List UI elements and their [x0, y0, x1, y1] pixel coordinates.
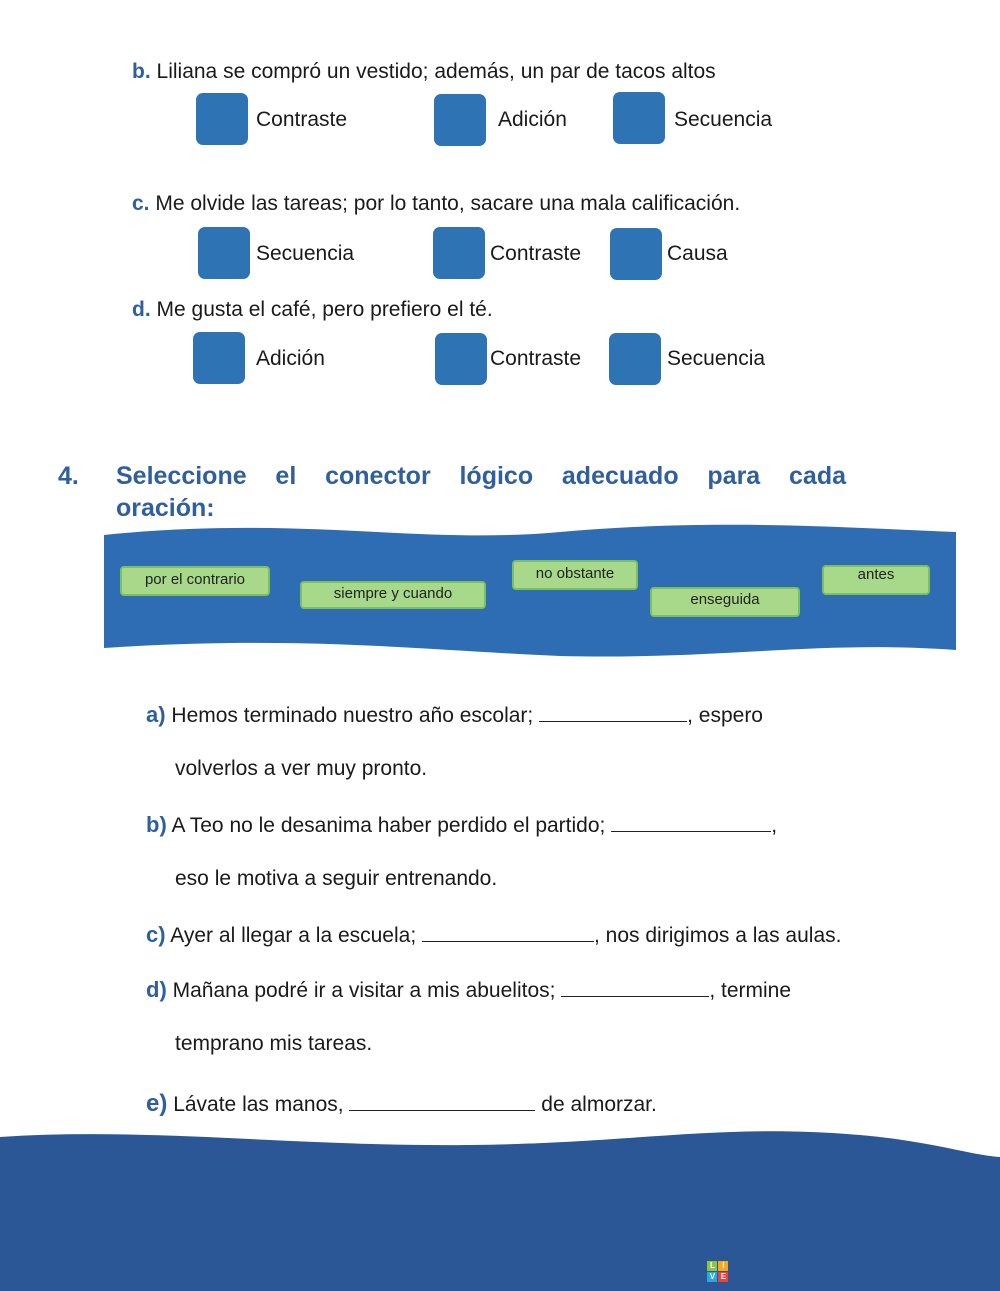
logo-letter: L: [707, 1261, 717, 1271]
question-letter: b.: [132, 60, 151, 83]
connector-chip[interactable]: antes: [822, 565, 930, 595]
answer-blank-a[interactable]: [539, 703, 687, 722]
checkbox-b-secuencia[interactable]: [613, 92, 665, 144]
checkbox-d-adicion[interactable]: [193, 332, 245, 384]
checkbox-c-secuencia[interactable]: [198, 227, 250, 279]
exercise-a: [146, 702, 763, 728]
logo-letter: V: [707, 1272, 717, 1282]
exercise-text: Mañana podré ir a visitar a mis abuelitos;: [172, 979, 556, 1002]
exercise-letter: e): [146, 1090, 168, 1117]
option-label: Causa: [667, 242, 728, 265]
liveworksheets-logo: [707, 1256, 992, 1287]
exercise-continuation: eso le motiva a seguir entrenando.: [175, 867, 498, 890]
exercise-b: [146, 812, 777, 838]
answer-blank-c[interactable]: [422, 923, 594, 942]
exercise-c: [146, 922, 841, 948]
question-letter: d.: [132, 298, 151, 321]
exercise-letter: c): [146, 922, 166, 947]
question-text: Me gusta el café, pero prefiero el té.: [156, 298, 493, 321]
logo-letter: E: [718, 1272, 728, 1282]
answer-blank-e[interactable]: [349, 1092, 535, 1111]
connector-chip[interactable]: enseguida: [650, 587, 800, 617]
question-text: Me olvide las tareas; por lo tanto, sacare una mala calificación.: [155, 192, 741, 215]
option-label: Adición: [256, 347, 325, 370]
exercise-text: Lávate las manos,: [173, 1093, 344, 1116]
exercise-continuation: volverlos a ver muy pronto.: [175, 757, 428, 780]
question-b: [132, 60, 716, 84]
exercise-text: ,: [771, 814, 778, 837]
connector-chip[interactable]: por el contrario: [120, 566, 270, 596]
checkbox-b-adicion[interactable]: [434, 94, 486, 146]
option-label: Contraste: [490, 347, 582, 370]
exercise-text: , nos dirigimos a las aulas.: [594, 924, 842, 947]
answer-blank-d[interactable]: [561, 978, 709, 997]
exercise-text: A Teo no le desanima haber perdido el partido;: [171, 814, 606, 837]
option-label: Contraste: [256, 108, 348, 131]
exercise-letter: d): [146, 977, 167, 1002]
checkbox-c-contraste[interactable]: [433, 227, 485, 279]
option-label: Secuencia: [674, 108, 773, 131]
exercise-e: [146, 1090, 657, 1118]
exercise-continuation: temprano mis tareas.: [175, 1032, 373, 1055]
question-text: Liliana se compró un vestido; además, un par de tacos altos: [156, 60, 716, 83]
exercise-text: , termine: [709, 979, 792, 1002]
checkbox-d-secuencia[interactable]: [609, 333, 661, 385]
connector-chip[interactable]: no obstante: [512, 560, 638, 590]
answer-blank-b[interactable]: [611, 813, 771, 832]
section-title: Seleccione el conector lógico adecuado para cada oración:: [116, 462, 846, 522]
exercise-letter: b): [146, 812, 167, 837]
checkbox-c-causa[interactable]: [610, 228, 662, 280]
question-c: [132, 192, 740, 216]
question-d: [132, 298, 493, 322]
exercise-d: [146, 977, 791, 1003]
logo-icon: [707, 1261, 728, 1282]
exercise-text: , espero: [687, 704, 763, 727]
section-number: 4.: [58, 462, 79, 490]
exercise-text: Ayer al llegar a la escuela;: [170, 924, 417, 947]
question-letter: c.: [132, 192, 150, 215]
exercise-letter: a): [146, 702, 166, 727]
option-label: Adición: [498, 108, 567, 131]
checkbox-b-contraste[interactable]: [196, 93, 248, 145]
option-label: Secuencia: [667, 347, 766, 370]
exercise-text: de almorzar.: [535, 1093, 657, 1116]
brand-name: LIVEWORKSHEETS: [731, 1256, 992, 1286]
option-label: Secuencia: [256, 242, 355, 265]
logo-letter: I: [718, 1261, 728, 1271]
connector-chip[interactable]: siempre y cuando: [300, 581, 486, 609]
checkbox-d-contraste[interactable]: [435, 333, 487, 385]
option-label: Contraste: [490, 242, 582, 265]
exercise-text: Hemos terminado nuestro año escolar;: [171, 704, 534, 727]
